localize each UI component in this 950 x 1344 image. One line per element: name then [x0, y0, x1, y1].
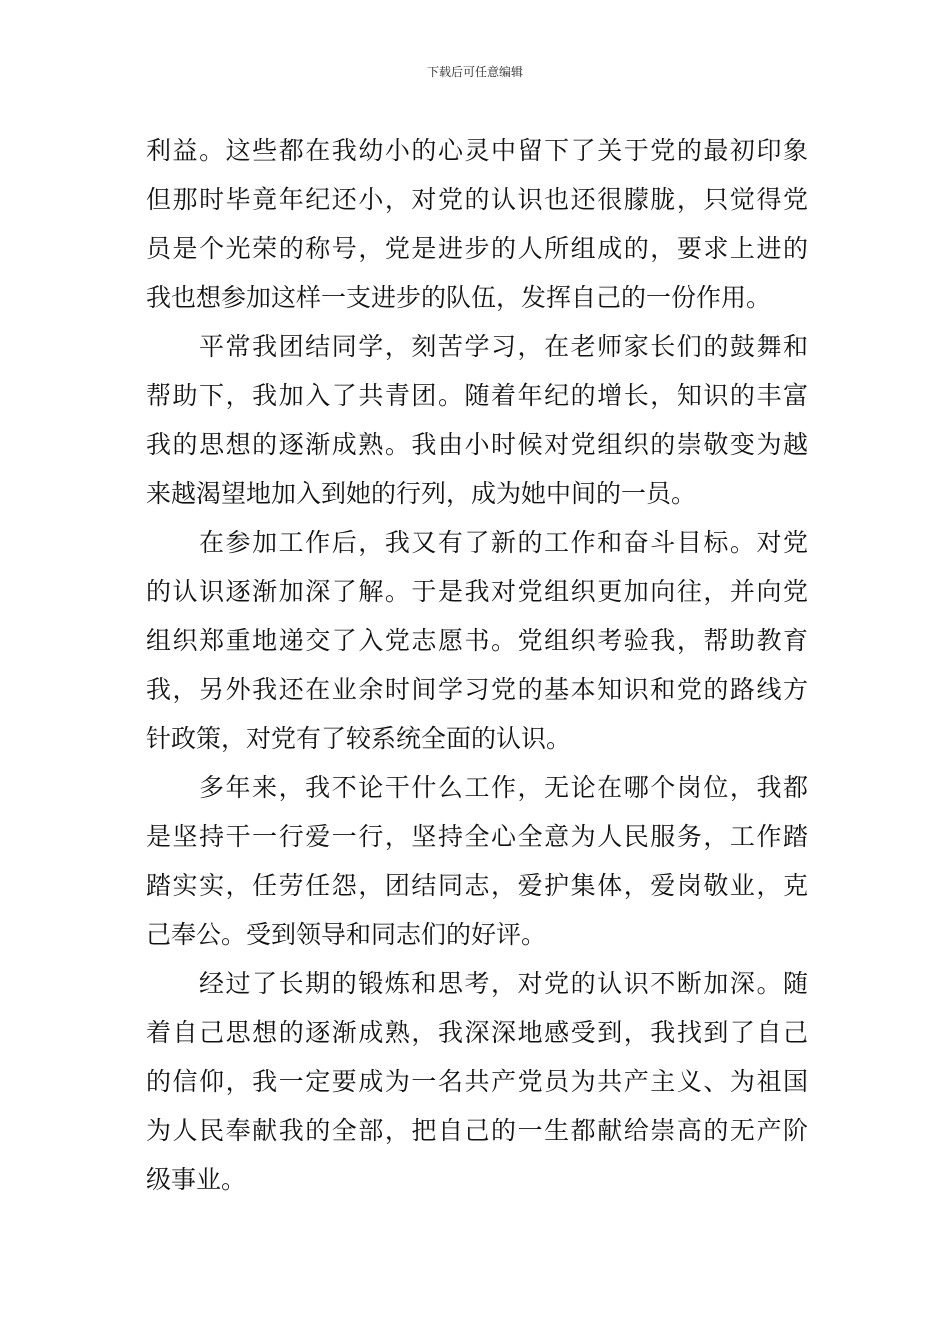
- text-line: 踏实实，任劳任怨，团结同志，爱护集体，爱岗敬业，克: [146, 871, 808, 900]
- text-line: 是坚持干一行爱一行，坚持全心全意为人民服务，工作踏: [146, 822, 808, 851]
- paragraph-first-line: 多年来，我不论干什么工作，无论在哪个岗位，我都: [199, 773, 808, 802]
- text-line: 针政策，对党有了较系统全面的认识。: [146, 724, 572, 753]
- paragraph-first-line: 平常我团结同学，刻苦学习，在老师家长们的鼓舞和: [199, 332, 808, 361]
- page-header: 下载后可任意编辑: [426, 65, 523, 79]
- body-text: [146, 126, 808, 1204]
- text-line: 着自己思想的逐渐成熟，我深深地感受到，我找到了自己: [146, 1018, 808, 1047]
- text-line: 来越渴望地加入到她的行列，成为她中间的一员。: [146, 479, 697, 508]
- text-line: 员是个光荣的称号，党是进步的人所组成的，要求上进的: [146, 234, 808, 263]
- text-line: 我也想参加这样一支进步的队伍，发挥自己的一份作用。: [146, 283, 772, 312]
- text-line: 但那时毕竟年纪还小，对党的认识也还很朦胧，只觉得党: [146, 185, 808, 214]
- text-line: 级事业。: [146, 1165, 247, 1194]
- text-line: 我的思想的逐渐成熟。我由小时候对党组织的崇敬变为越: [146, 430, 808, 459]
- text-line: 己奉公。受到领导和同志们的好评。: [146, 920, 547, 949]
- text-line: 帮助下，我加入了共青团。随着年纪的增长，知识的丰富: [146, 381, 808, 410]
- text-line: 的认识逐渐加深了解。于是我对党组织更加向往，并向党: [146, 577, 808, 606]
- text-line: 的信仰，我一定要成为一名共产党员为共产主义、为祖国: [146, 1067, 808, 1096]
- text-line: 我，另外我还在业余时间学习党的基本知识和党的路线方: [146, 675, 808, 704]
- text-line: 组织郑重地递交了入党志愿书。党组织考验我，帮助教育: [146, 626, 808, 655]
- paragraph-first-line: 在参加工作后，我又有了新的工作和奋斗目标。对党: [199, 528, 808, 557]
- text-line: 利益。这些都在我幼小的心灵中留下了关于党的最初印象: [146, 136, 808, 165]
- paragraph-first-line: 经过了长期的锻炼和思考，对党的认识不断加深。随: [199, 969, 808, 998]
- text-line: 为人民奉献我的全部，把自己的一生都献给崇高的无产阶: [146, 1116, 808, 1145]
